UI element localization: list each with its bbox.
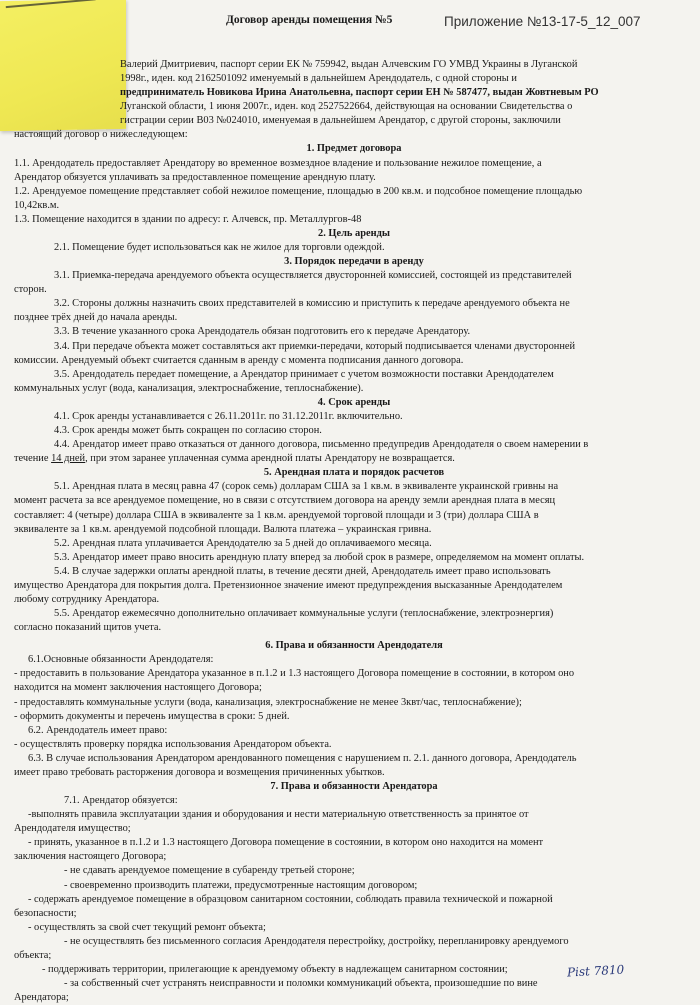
text-line: Валерий Дмитриевич, паспорт серии ЕК № 759942, выдан Алчевским ГО УМВД Украины в Луганской (120, 59, 578, 70)
text-line: 5.4. В случае задержки оплаты арендной платы, в течение десяти дней, Арендодатель имеет право использовать (54, 565, 551, 577)
text-line: безопасности; (14, 907, 77, 919)
text-line: 3.3. В течение указанного срока Арендодатель обязан подготовить его к передаче Арендатору. (54, 326, 471, 338)
text-line: объекта; (14, 949, 52, 961)
handwritten-signature: Pist 7810 (566, 962, 625, 980)
text-line: 3.5. Арендодатель передает помещение, а Арендатор принимает с учетом возможности поставки Арендодателем (54, 368, 554, 380)
text-line: 10,42кв.м. (14, 199, 60, 211)
section-heading: 5. Арендная плата и порядок расчетов (263, 467, 445, 479)
text-line: сторон. (14, 284, 47, 296)
text-fragment: , при этом заранее уплаченная сумма арендной платы Арендатору не возвращается. (85, 453, 455, 465)
section-heading: 6. Права и обязанности Арендодателя (265, 640, 443, 652)
text-line: позднее трёх дней до начала аренды. (14, 312, 178, 324)
text-line: 5.5. Арендатор ежемесячно дополнительно оплачивает коммунальные услуги (теплоснабжение, электроэнергия) (54, 608, 554, 620)
text-line: -выполнять правила эксплуатации здания и оборудования и нести материальную ответственность за принятое от (28, 809, 529, 821)
document-title: Договор аренды помещения №5 (226, 14, 393, 26)
pen-scribble (6, 0, 96, 16)
text-line: Арендатор обязуется уплачивать за предоставленное помещение арендную плату. (14, 171, 376, 183)
document-body (14, 58, 694, 1005)
text-line: 4.3. Срок аренды может быть сокращен по согласию сторон. (54, 425, 322, 437)
section-heading: 3. Порядок передачи в аренду (284, 256, 424, 268)
section-heading: 1. Предмет договора (306, 143, 402, 155)
text-line: 6.3. В случае использования Арендатором арендованного помещения с нарушением п. 2.1. данного договора, Арендодатель (28, 752, 577, 764)
text-line: момент расчета за все арендуемое помещение, но в связи с отсутствием договора на аренду земли арендная плата в месяц (14, 495, 556, 507)
section-heading: 2. Цель аренды (318, 227, 390, 239)
text-line: находится на момент заключения настоящего Договора; (14, 682, 262, 694)
text-line: 5.1. Арендная плата в месяц равна 47 (сорок семь) долларам США за 1 кв.м. в эквиваленте украинской гривны на (54, 481, 559, 493)
text-line: Арендодателя имущество; (14, 823, 131, 835)
text-line: - предоставить в пользование Арендатора указанное в п.1.2 и 1.3 настоящего Договора помещение в состоянии, в котором оно (14, 668, 575, 680)
text-line (14, 452, 694, 466)
text-line: 7.1. Арендатор обязуется: (64, 795, 178, 807)
appendix-label: Приложение №13-17-5_12_007 (444, 14, 641, 29)
text-line: - принять, указанное в п.1.2 и 1.3 настоящего Договора помещение в состоянии, в котором оно находится на момент (28, 837, 544, 849)
text-line: - за собственный счет устранять неисправности и поломки коммуникаций объекта, произошедшие по вине (64, 978, 538, 990)
text-line: 3.1. Приемка-передача арендуемого объекта осуществляется двусторонней комиссией, состоящей из представителей (54, 270, 572, 282)
text-line: предприниматель Новикова Ирина Анатольевна, паспорт серии ЕН № 587477, выдан Жовтневым РО (120, 87, 599, 99)
text-line: 6.1.Основные обязанности Арендодателя: (28, 654, 214, 666)
text-line: 4.4. Арендатор имеет право отказаться от данного договора, письменно предупредив Арендодателя о своем намерении в (54, 439, 589, 451)
text-line: комиссии. Арендуемый объект считается сданным в аренду с момента подписания данного договора. (14, 354, 464, 366)
text-line: 1.3. Помещение находится в здании по адресу: г. Алчевск, пр. Металлургов-48 (14, 213, 362, 225)
text-line: 5.3. Арендатор имеет право вносить арендную плату вперед за любой срок в размере, определяемом на момент оплаты. (54, 551, 585, 563)
text-line: 5.2. Арендная плата уплачивается Арендодателю за 5 дней до оплачиваемого месяца. (54, 537, 432, 549)
text-line: - содержать арендуемое помещение в образцовом санитарном состоянии, соблюдать правила технической и пожарной (28, 893, 553, 905)
text-line: Луганской области, 1 июня 2007г., иден. код 2527522664, действующая на основании Свидетельства о (120, 101, 573, 113)
section-heading: 7. Права и обязанности Арендатора (270, 780, 438, 792)
text-line: 2.1. Помещение будет использоваться как не жилое для торговли одеждой. (54, 242, 385, 254)
text-line: - предоставлять коммунальные услуги (вода, канализация, электроснабжение не менее 3квт/час, теплоснабжение); (14, 696, 522, 708)
underlined-term: 14 дней (51, 453, 86, 465)
text-line: - не сдавать арендуемое помещение в субаренду третьей стороне; (64, 865, 355, 877)
text-line: 6.2. Арендодатель имеет право: (28, 724, 168, 736)
text-line: - поддерживать территории, прилегающие к арендуемому объекту в надлежащем санитарном состоянии; (42, 964, 508, 975)
text-line: настоящий договор о нижеследующем: (14, 129, 188, 141)
text-line: 1.1. Арендодатель предоставляет Арендатору во временное возмездное владение и пользование нежилое помещение, а (14, 157, 542, 169)
text-line: составляет: 4 (четыре) доллара США в эквиваленте за 1 кв.м. арендуемой торговой площади и 3 (три) доллара США в (14, 509, 539, 521)
section-heading: 4. Срок аренды (317, 396, 391, 408)
text-line: - осуществлять за свой счет текущий ремонт объекта; (28, 921, 266, 933)
text-line: - осуществлять проверку порядка использования Арендатором объекта. (14, 738, 332, 750)
text-line: - своевременно производить платежи, предусмотренные настоящим договором; (64, 879, 418, 891)
text-line: 1998г., иден. код 2162501092 именуемый в дальнейшем Арендодатель, с одной стороны и (120, 73, 517, 85)
text-line: - не осуществлять без письменного согласия Арендодателя перестройку, достройку, перепланировку арендуемого (64, 935, 569, 947)
text-line: 4.1. Срок аренды устанавливается с 26.11.2011г. по 31.12.2011г. включительно. (54, 410, 403, 422)
text-fragment: течение (14, 453, 49, 465)
text-line: гистрации серии В03 №024010, именуемая в дальнейшем Арендатор, с другой стороны, заключили (120, 115, 561, 127)
text-line: имущество Арендатора для покрытия долга. Претензионное значение имеют предупреждения высказанные Арендодателем (14, 579, 563, 591)
text-line: согласно показаний щитов учета. (14, 622, 162, 634)
text-line: 1.2. Арендуемое помещение представляет собой нежилое помещение, площадью в 200 кв.м. и подсобное помещение площадью (14, 185, 583, 197)
text-line: Арендатора; (14, 992, 69, 1004)
text-line: заключения настоящего Договора; (14, 851, 167, 863)
text-line: - оформить документы и перечень имущества в сроки: 5 дней. (14, 710, 290, 722)
text-line: эквиваленте за 1 кв.м. арендуемой подсобной площади. Валюта платежа – украинская гривна. (14, 523, 432, 535)
text-line: 3.2. Стороны должны назначить своих представителей в комиссию и приступить к передаче арендуемого объекта не (54, 298, 570, 310)
text-line: 3.4. При передаче объекта может составляться акт приемки-передачи, который подписывается членами двусторонней (54, 340, 576, 352)
text-line: коммунальных услуг (вода, канализация, электроснабжение, теплоснабжение). (14, 382, 364, 394)
text-line: любому сотруднику Арендатора. (14, 593, 160, 605)
text-line: имеет право требовать расторжения договора и возмещения причиненных убытков. (14, 766, 385, 778)
